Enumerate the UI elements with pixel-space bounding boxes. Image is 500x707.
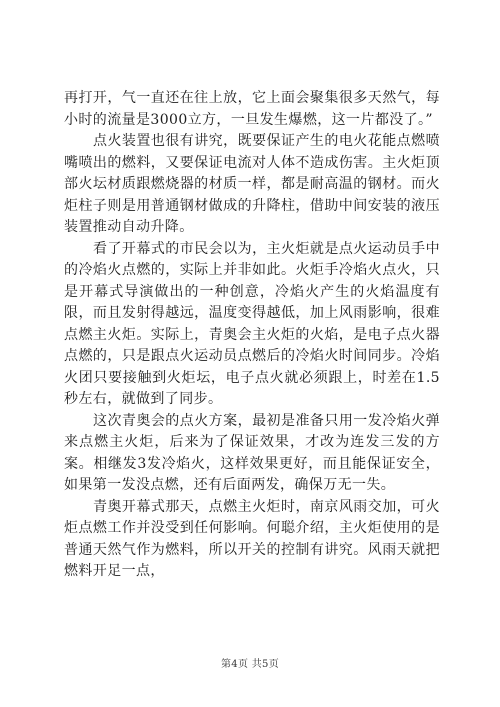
paragraph-ignition-device: 点火装置也很有讲究，既要保证产生的电火花能点燃喷嘴喷出的燃料，又要保证电流对人体不造成伤害。主火炬顶部火坛材质跟燃烧器的材质一样，都是耐高温的钢材。而火炬柱子则是用普通钢材做成的升降柱，借助中间安装的液压装置推动自动升降。 xyxy=(64,133,440,235)
paragraph-continuation: 再打开，气一直还在往上放，它上面会聚集很多天然气，每小时的流量是3000立方，一旦发生爆燃，这一片都没了。” xyxy=(64,90,440,128)
paragraph-cold-fireworks: 看了开幕式的市民会以为，主火炬就是点火运动员手中的冷焰火点燃的，实际上并非如此。火炬手冷焰火点火，只是开幕式导演做出的一种创意，冷焰火产生的火焰温度有限，而且发射得越远，温度变得越低，加上风雨影响，很难点燃主火炬。实际上，青奥会主火炬的火焰，是电子点火器点燃的，只是跟点火运动员点燃后的冷焰火时间同步。冷焰火团只要接触到火炬坛，电子点火就必须跟上，时差在1.5秒左右，就做到了同步。 xyxy=(64,240,440,407)
paragraph-opening-day: 青奥开幕式那天，点燃主火炬时，南京风雨交加，可火炬点燃工作并没受到任何影响。何聪介绍，主火炬使用的是普通天然气作为燃料，所以开关的控制有讲究。风雨天就把燃料开足一点， xyxy=(64,498,440,579)
page-footer: 第4页 共5页 xyxy=(220,659,279,670)
paragraph-ignition-plan: 这次青奥会的点火方案，最初是准备只用一发冷焰火弹来点燃主火炬，后来为了保证效果，才改为连发三发的方案。相继发3发冷焰火，这样效果更好，而且能保证安全，如果第一发没点燃，还有后面两发，确保万无一失。 xyxy=(64,412,440,493)
document-body xyxy=(64,88,440,583)
